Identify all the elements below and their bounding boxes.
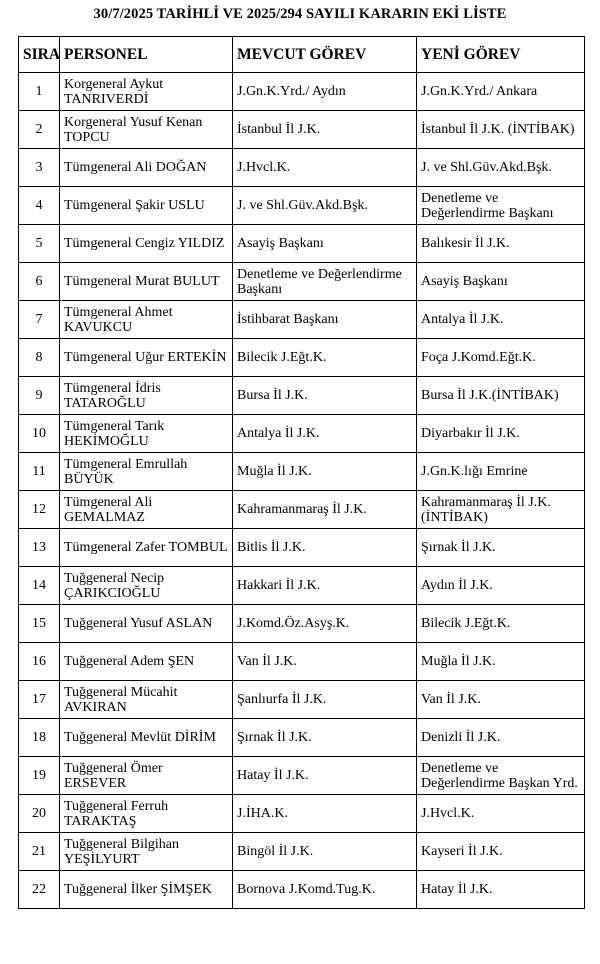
- table-header-row: [19, 37, 585, 73]
- cell-yeni-gorev: Denizli İl J.K.: [417, 719, 585, 757]
- cell-yeni-gorev: Antalya İl J.K.: [417, 301, 585, 339]
- cell-sira: 11: [19, 453, 60, 491]
- header-mevcut-gorev: MEVCUT GÖREV: [233, 37, 417, 73]
- header-sira: SIRA: [19, 37, 60, 73]
- cell-yeni-gorev: Denetleme ve Değerlendirme Başkanı: [417, 187, 585, 225]
- cell-mevcut-gorev: Bitlis İl J.K.: [233, 529, 417, 567]
- cell-personel: Tümgeneral Ali DOĞAN: [60, 149, 233, 187]
- cell-yeni-gorev: Kayseri İl J.K.: [417, 833, 585, 871]
- cell-yeni-gorev: Aydın İl J.K.: [417, 567, 585, 605]
- cell-yeni-gorev: Hatay İl J.K.: [417, 871, 585, 909]
- cell-mevcut-gorev: J.Komd.Öz.Asyş.K.: [233, 605, 417, 643]
- table-row: [19, 491, 585, 529]
- table-row: [19, 643, 585, 681]
- cell-sira: 22: [19, 871, 60, 909]
- cell-yeni-gorev: Kahramanmaraş İl J.K. (İNTİBAK): [417, 491, 585, 529]
- table-row: [19, 567, 585, 605]
- cell-mevcut-gorev: Van İl J.K.: [233, 643, 417, 681]
- table-row: [19, 263, 585, 301]
- cell-personel: Tuğgeneral Adem ŞEN: [60, 643, 233, 681]
- table-row: [19, 377, 585, 415]
- cell-personel: Tümgeneral Ahmet KAVUKCU: [60, 301, 233, 339]
- cell-personel: Tümgeneral Zafer TOMBUL: [60, 529, 233, 567]
- table-row: [19, 73, 585, 111]
- cell-mevcut-gorev: Denetleme ve Değerlendirme Başkanı: [233, 263, 417, 301]
- cell-mevcut-gorev: Kahramanmaraş İl J.K.: [233, 491, 417, 529]
- table-row: [19, 301, 585, 339]
- cell-personel: Tümgeneral Uğur ERTEKİN: [60, 339, 233, 377]
- cell-mevcut-gorev: Antalya İl J.K.: [233, 415, 417, 453]
- cell-yeni-gorev: J.Gn.K.lığı Emrine: [417, 453, 585, 491]
- cell-personel: Korgeneral Yusuf Kenan TOPCU: [60, 111, 233, 149]
- cell-personel: Tuğgeneral Mücahit AVKIRAN: [60, 681, 233, 719]
- cell-mevcut-gorev: J.Gn.K.Yrd./ Aydın: [233, 73, 417, 111]
- cell-sira: 20: [19, 795, 60, 833]
- cell-personel: Tümgeneral İdris TATAROĞLU: [60, 377, 233, 415]
- cell-sira: 2: [19, 111, 60, 149]
- cell-mevcut-gorev: Hatay İl J.K.: [233, 757, 417, 795]
- cell-yeni-gorev: J.Hvcl.K.: [417, 795, 585, 833]
- header-personel: PERSONEL: [60, 37, 233, 73]
- table-row: [19, 529, 585, 567]
- cell-sira: 12: [19, 491, 60, 529]
- cell-sira: 9: [19, 377, 60, 415]
- cell-sira: 16: [19, 643, 60, 681]
- cell-sira: 6: [19, 263, 60, 301]
- cell-mevcut-gorev: İstihbarat Başkanı: [233, 301, 417, 339]
- cell-personel: Tümgeneral Cengiz YILDIZ: [60, 225, 233, 263]
- cell-personel: Tümgeneral Emrullah BÜYÜK: [60, 453, 233, 491]
- cell-yeni-gorev: Bursa İl J.K.(İNTİBAK): [417, 377, 585, 415]
- cell-sira: 5: [19, 225, 60, 263]
- table-row: [19, 871, 585, 909]
- cell-sira: 1: [19, 73, 60, 111]
- cell-personel: Tümgeneral Ali GEMALMAZ: [60, 491, 233, 529]
- cell-sira: 19: [19, 757, 60, 795]
- cell-sira: 3: [19, 149, 60, 187]
- cell-sira: 7: [19, 301, 60, 339]
- cell-mevcut-gorev: J.Hvcl.K.: [233, 149, 417, 187]
- cell-yeni-gorev: Şırnak İl J.K.: [417, 529, 585, 567]
- cell-sira: 4: [19, 187, 60, 225]
- cell-sira: 21: [19, 833, 60, 871]
- table-row: [19, 149, 585, 187]
- cell-sira: 17: [19, 681, 60, 719]
- cell-mevcut-gorev: Bingöl İl J.K.: [233, 833, 417, 871]
- table-row: [19, 225, 585, 263]
- table-row: [19, 453, 585, 491]
- cell-mevcut-gorev: Muğla İl J.K.: [233, 453, 417, 491]
- cell-personel: Tuğgeneral Ömer ERSEVER: [60, 757, 233, 795]
- table-row: [19, 339, 585, 377]
- cell-sira: 14: [19, 567, 60, 605]
- cell-yeni-gorev: Diyarbakır İl J.K.: [417, 415, 585, 453]
- cell-mevcut-gorev: J. ve Shl.Güv.Akd.Bşk.: [233, 187, 417, 225]
- cell-personel: Tuğgeneral Bilgihan YEŞİLYURT: [60, 833, 233, 871]
- cell-yeni-gorev: Asayiş Başkanı: [417, 263, 585, 301]
- table-row: [19, 415, 585, 453]
- cell-mevcut-gorev: Bilecik J.Eğt.K.: [233, 339, 417, 377]
- cell-yeni-gorev: J. ve Shl.Güv.Akd.Bşk.: [417, 149, 585, 187]
- cell-mevcut-gorev: J.İHA.K.: [233, 795, 417, 833]
- cell-yeni-gorev: Muğla İl J.K.: [417, 643, 585, 681]
- cell-mevcut-gorev: Şırnak İl J.K.: [233, 719, 417, 757]
- table-row: [19, 681, 585, 719]
- cell-personel: Tuğgeneral Mevlüt DİRİM: [60, 719, 233, 757]
- cell-yeni-gorev: Bilecik J.Eğt.K.: [417, 605, 585, 643]
- cell-mevcut-gorev: Asayiş Başkanı: [233, 225, 417, 263]
- cell-personel: Tuğgeneral Yusuf ASLAN: [60, 605, 233, 643]
- document-title: 30/7/2025 TARİHLİ VE 2025/294 SAYILI KARARIN EKİ LİSTE: [93, 6, 507, 22]
- appointment-table: [18, 36, 585, 909]
- cell-mevcut-gorev: Bursa İl J.K.: [233, 377, 417, 415]
- cell-personel: Tümgeneral Murat BULUT: [60, 263, 233, 301]
- table-row: [19, 795, 585, 833]
- cell-sira: 18: [19, 719, 60, 757]
- table-row: [19, 757, 585, 795]
- table-row: [19, 111, 585, 149]
- cell-personel: Korgeneral Aykut TANRIVERDİ: [60, 73, 233, 111]
- cell-personel: Tuğgeneral İlker ŞİMŞEK: [60, 871, 233, 909]
- cell-sira: 10: [19, 415, 60, 453]
- cell-mevcut-gorev: Hakkari İl J.K.: [233, 567, 417, 605]
- table-row: [19, 719, 585, 757]
- cell-personel: Tümgeneral Şakir USLU: [60, 187, 233, 225]
- cell-sira: 15: [19, 605, 60, 643]
- cell-yeni-gorev: Denetleme ve Değerlendirme Başkan Yrd.: [417, 757, 585, 795]
- cell-yeni-gorev: J.Gn.K.Yrd./ Ankara: [417, 73, 585, 111]
- cell-sira: 13: [19, 529, 60, 567]
- table-row: [19, 605, 585, 643]
- table-row: [19, 833, 585, 871]
- cell-personel: Tuğgeneral Ferruh TARAKTAŞ: [60, 795, 233, 833]
- cell-mevcut-gorev: Şanlıurfa İl J.K.: [233, 681, 417, 719]
- table-row: [19, 187, 585, 225]
- cell-yeni-gorev: Balıkesir İl J.K.: [417, 225, 585, 263]
- cell-yeni-gorev: Foça J.Komd.Eğt.K.: [417, 339, 585, 377]
- cell-sira: 8: [19, 339, 60, 377]
- cell-yeni-gorev: Van İl J.K.: [417, 681, 585, 719]
- cell-personel: Tuğgeneral Necip ÇARIKCIOĞLU: [60, 567, 233, 605]
- cell-yeni-gorev: İstanbul İl J.K. (İNTİBAK): [417, 111, 585, 149]
- cell-mevcut-gorev: İstanbul İl J.K.: [233, 111, 417, 149]
- cell-personel: Tümgeneral Tarık HEKİMOĞLU: [60, 415, 233, 453]
- header-yeni-gorev: YENİ GÖREV: [417, 37, 585, 73]
- cell-mevcut-gorev: Bornova J.Komd.Tug.K.: [233, 871, 417, 909]
